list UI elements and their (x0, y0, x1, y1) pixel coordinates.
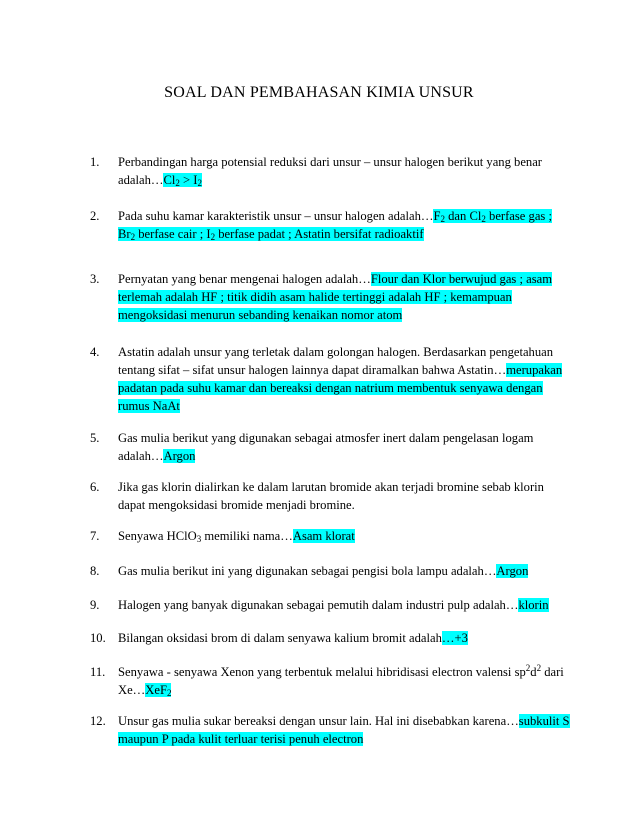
question-number: 5. (90, 431, 100, 445)
question-4 (90, 343, 570, 415)
question-number: 9. (90, 598, 100, 612)
question-prompt: Senyawa - senyawa Xenon yang terbentuk melalui hibridisasi electron valensi $sp^2d^2$ dari Xe… (118, 663, 564, 697)
question-number: 11. (90, 665, 106, 679)
question-9 (90, 596, 570, 614)
question-number: 2. (90, 209, 100, 223)
answer-highlight: klorin (518, 598, 549, 612)
question-prompt: Pada suhu kamar karakteristik unsur – unsur halogen adalah… (118, 209, 434, 223)
question-11 (90, 663, 570, 699)
question-text (118, 429, 570, 465)
answer-highlight: $F_2$ dan $Cl_2$ berfase gas ; $Br_2$ berfase cair ; $I_2$ berfase padat ; Astatin bersifat radioaktif (118, 209, 552, 242)
question-text (118, 270, 570, 324)
question-number: 4. (90, 345, 100, 359)
question-7 (90, 527, 570, 545)
question-text (118, 629, 570, 647)
question-text (118, 712, 570, 748)
question-text (118, 478, 570, 514)
answer-highlight: subkulit S maupun P pada kulit terluar terisi penuh electron (118, 714, 570, 746)
question-prompt: Senyawa HClO$_3$ memiliki nama… (118, 529, 293, 544)
question-number: 8. (90, 564, 100, 578)
question-number: 6. (90, 480, 100, 494)
question-prompt: Perbandingan harga potensial reduksi dari unsur – unsur halogen berikut yang benar adalah… (118, 155, 542, 187)
question-number: 3. (90, 272, 100, 286)
question-number: 12. (90, 714, 106, 728)
document-title: SOAL DAN PEMBAHASAN KIMIA UNSUR (164, 84, 474, 101)
question-prompt: Gas mulia berikut yang digunakan sebagai atmosfer inert dalam pengelasan logam adalah… (118, 431, 534, 463)
question-prompt: Jika gas klorin dialirkan ke dalam larutan bromide akan terjadi bromine sebab klorin dapat mengoksidasi bromide menjadi bromine. (118, 480, 544, 512)
question-text (118, 527, 570, 545)
question-2 (90, 207, 570, 243)
question-prompt: Bilangan oksidasi brom di dalam senyawa kalium bromit adalah (118, 631, 442, 645)
question-number: 7. (90, 529, 100, 543)
question-prompt: Halogen yang banyak digunakan sebagai pemutih dalam industri pulp adalah… (118, 598, 519, 612)
answer-highlight: Asam klorat (292, 529, 355, 543)
question-text (118, 663, 570, 699)
answer-highlight: Argon (163, 449, 196, 463)
answer-highlight: $Cl_2 > I_2$ (163, 173, 202, 188)
answer-highlight: XeF$_2$ (145, 683, 172, 698)
question-5 (90, 429, 570, 465)
question-12 (90, 712, 570, 748)
question-text (118, 343, 570, 415)
question-1 (90, 153, 570, 189)
question-prompt: Pernyatan yang benar mengenai halogen adalah… (118, 272, 371, 286)
answer-highlight: Flour dan Klor berwujud gas ; asam terlemah adalah HF ; titik didih asam halide tertinggi adalah HF ; kemampuan mengoksidasi menurun sebanding kenaikan nomor atom (118, 272, 553, 322)
question-prompt: Unsur gas mulia sukar bereaksi dengan unsur lain. Hal ini disebabkan karena… (118, 714, 519, 728)
question-prompt: Gas mulia berikut ini yang digunakan sebagai pengisi bola lampu adalah… (118, 564, 497, 578)
question-text (118, 596, 570, 614)
answer-highlight: Argon (496, 564, 529, 578)
question-number: 10. (90, 631, 106, 645)
question-prompt: Astatin adalah unsur yang terletak dalam golongan halogen. Berdasarkan pengetahuan tentang sifat – sifat unsur halogen lainnya dapat diramalkan bahwa Astatin… (118, 345, 554, 377)
question-text (118, 207, 570, 243)
question-6 (90, 478, 570, 514)
question-text (118, 562, 570, 580)
question-text (118, 153, 570, 189)
question-10 (90, 629, 570, 647)
answer-highlight: merupakan padatan pada suhu kamar dan bereaksi dengan natrium membentuk senyawa dengan rumus NaAt (118, 363, 563, 413)
question-3 (90, 270, 570, 324)
answer-highlight: …+3 (441, 631, 468, 645)
question-number: 1. (90, 155, 100, 169)
question-8 (90, 562, 570, 580)
